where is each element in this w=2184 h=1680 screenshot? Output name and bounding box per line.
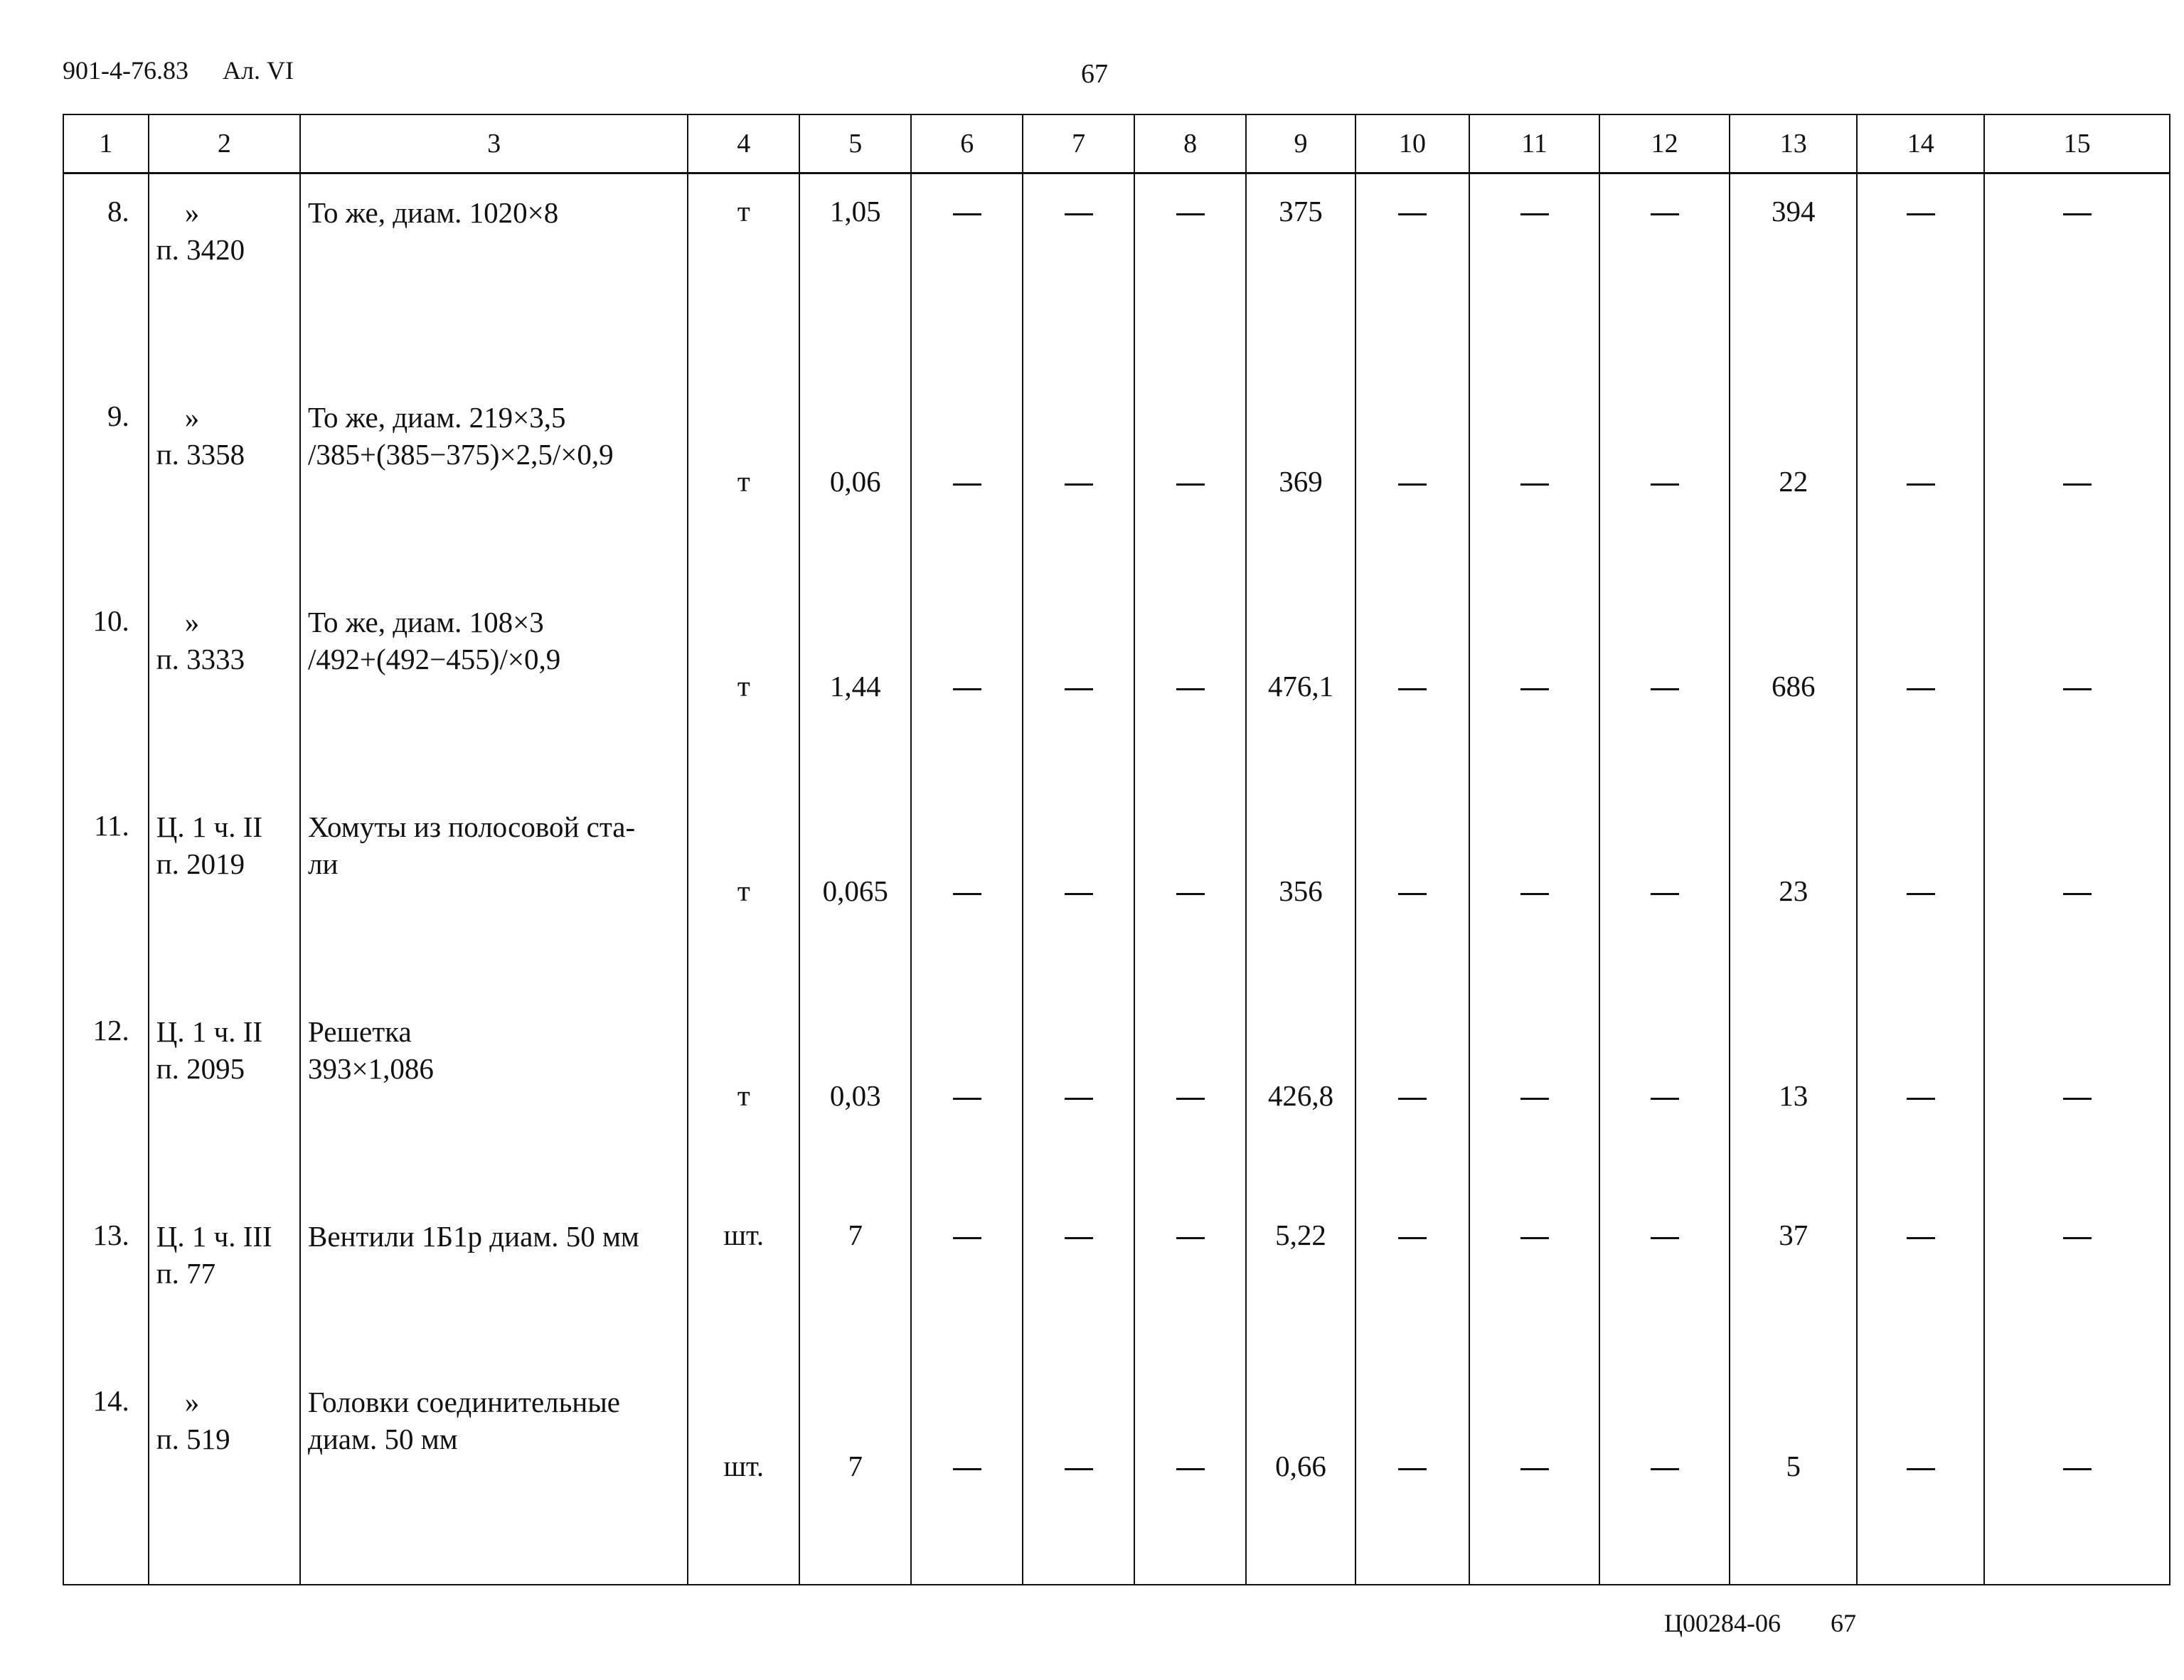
estimate-table: [63, 114, 2170, 1585]
price-cell: 356: [1246, 788, 1355, 993]
empty-cell: [1469, 379, 1599, 584]
price-cell: 375: [1246, 173, 1355, 380]
column-header: 15: [1984, 114, 2170, 173]
dash-mark: [1176, 1468, 1205, 1470]
empty-cell: [1246, 1568, 1355, 1585]
empty-cell: [1984, 1364, 2170, 1568]
dash-mark: [1398, 483, 1427, 486]
table-row: [63, 379, 2170, 584]
dash-mark: [2063, 688, 2092, 690]
empty-cell: [1355, 173, 1469, 380]
column-header: 8: [1134, 114, 1246, 173]
empty-cell: [1984, 173, 2170, 380]
empty-cell: [911, 1568, 1023, 1585]
empty-cell: [1984, 993, 2170, 1198]
dash-mark: [1520, 893, 1549, 895]
column-header: 4: [688, 114, 799, 173]
reference-item: п. 3358: [156, 438, 245, 471]
row-number: 8.: [63, 173, 149, 380]
empty-cell: [1134, 1198, 1246, 1364]
row-number: 10.: [63, 584, 149, 788]
dash-mark: [953, 893, 981, 895]
empty-cell: [1469, 1198, 1599, 1364]
column-header: 1: [63, 114, 149, 173]
empty-cell: [911, 1198, 1023, 1364]
empty-cell: [1469, 584, 1599, 788]
dash-mark: [1176, 213, 1205, 215]
empty-cell: [911, 1364, 1023, 1568]
dash-mark: [2063, 213, 2092, 215]
dash-mark: [1398, 893, 1427, 895]
dash-mark: [2063, 893, 2092, 895]
empty-cell: [1134, 993, 1246, 1198]
dash-mark: [1907, 688, 1935, 690]
quantity-cell: 1,05: [799, 173, 911, 380]
dash-mark: [953, 688, 981, 690]
album-label: Ал. VI: [222, 56, 294, 85]
empty-cell: [1599, 1568, 1730, 1585]
column-header: 6: [911, 114, 1023, 173]
item-name-line: То же, диам. 1020×8: [308, 196, 559, 229]
item-name: [300, 788, 688, 993]
dash-mark: [1065, 1237, 1093, 1239]
item-name: [300, 1364, 688, 1568]
item-name: [300, 993, 688, 1198]
dash-mark: [1651, 213, 1679, 215]
dash-mark: [2063, 1237, 2092, 1239]
page-number-top: 67: [1081, 59, 1108, 89]
ditto-mark: »: [184, 401, 200, 434]
dash-mark: [1065, 893, 1093, 895]
table-row: [63, 173, 2170, 380]
dash-mark: [953, 1237, 981, 1239]
dash-mark: [1176, 688, 1205, 690]
total-cell: 22: [1730, 379, 1857, 584]
dash-mark: [1398, 1098, 1427, 1100]
column-number-row: [63, 114, 2170, 173]
empty-cell: [1469, 993, 1599, 1198]
row-number: 9.: [63, 379, 149, 584]
empty-cell: [1023, 993, 1134, 1198]
dash-mark: [1520, 1237, 1549, 1239]
ditto-mark: »: [184, 1386, 200, 1418]
empty-cell: [1599, 1364, 1730, 1568]
dash-mark: [1520, 688, 1549, 690]
total-cell: 5: [1730, 1364, 1857, 1568]
column-header: 12: [1599, 114, 1730, 173]
item-name-line: Решетка: [308, 1015, 412, 1048]
reference-cell: [149, 788, 300, 993]
empty-cell: [1355, 788, 1469, 993]
empty-cell: [1023, 1364, 1134, 1568]
quantity-cell: 0,03: [799, 993, 911, 1198]
dash-mark: [1398, 213, 1427, 215]
ditto-mark: »: [184, 196, 200, 229]
reference-item: п. 519: [156, 1423, 230, 1455]
dash-mark: [1651, 1468, 1679, 1470]
empty-cell: [1599, 379, 1730, 584]
doc-code: 901-4-76.83: [63, 56, 188, 85]
quantity-cell: 0,065: [799, 788, 911, 993]
item-name-line: То же, диам. 108×3: [308, 606, 544, 638]
row-number: 13.: [63, 1198, 149, 1364]
column-header: 14: [1857, 114, 1984, 173]
total-cell: 686: [1730, 584, 1857, 788]
dash-mark: [2063, 483, 2092, 486]
item-name: [300, 173, 688, 380]
dash-mark: [953, 1098, 981, 1100]
dash-mark: [1176, 1098, 1205, 1100]
dash-mark: [1907, 893, 1935, 895]
dash-mark: [1907, 213, 1935, 215]
dash-mark: [1651, 1098, 1679, 1100]
price-cell: 0,66: [1246, 1364, 1355, 1568]
total-cell: 37: [1730, 1198, 1857, 1364]
empty-cell: [911, 379, 1023, 584]
row-number: 11.: [63, 788, 149, 993]
empty-cell: [1023, 788, 1134, 993]
empty-cell: [911, 173, 1023, 380]
reference-cell: [149, 1364, 300, 1568]
footer-page-number: 67: [1831, 1609, 1856, 1637]
empty-cell: [1134, 173, 1246, 380]
empty-cell: [911, 584, 1023, 788]
unit-cell: т: [688, 788, 799, 993]
empty-cell: [1355, 584, 1469, 788]
empty-cell: [149, 1568, 300, 1585]
item-name-line: ли: [308, 847, 339, 880]
reference-item: п. 2095: [156, 1052, 245, 1085]
dash-mark: [1520, 483, 1549, 486]
empty-cell: [1355, 1568, 1469, 1585]
empty-cell: [1134, 1568, 1246, 1585]
quantity-cell: 7: [799, 1364, 911, 1568]
empty-cell: [300, 1568, 688, 1585]
dash-mark: [1065, 1098, 1093, 1100]
price-cell: 5,22: [1246, 1198, 1355, 1364]
empty-cell: [63, 1568, 149, 1585]
empty-cell: [1857, 1568, 1984, 1585]
empty-cell: [1469, 788, 1599, 993]
total-cell: 394: [1730, 173, 1857, 380]
unit-cell: т: [688, 584, 799, 788]
dash-mark: [1651, 893, 1679, 895]
empty-cell: [1599, 584, 1730, 788]
quantity-cell: 0,06: [799, 379, 911, 584]
dash-mark: [953, 1468, 981, 1470]
reference-source: Ц. 1 ч. III: [156, 1220, 272, 1253]
empty-cell: [1984, 1568, 2170, 1585]
column-header: 13: [1730, 114, 1857, 173]
ditto-mark: »: [184, 606, 200, 638]
empty-cell: [911, 993, 1023, 1198]
footer-code: Ц00284-06: [1664, 1609, 1781, 1637]
total-cell: 23: [1730, 788, 1857, 993]
dash-mark: [1176, 893, 1205, 895]
empty-cell: [1599, 173, 1730, 380]
column-header: 10: [1355, 114, 1469, 173]
table-row: [63, 1198, 2170, 1364]
footer: [1664, 1608, 1906, 1638]
price-cell: 369: [1246, 379, 1355, 584]
dash-mark: [1651, 688, 1679, 690]
empty-cell: [1355, 1364, 1469, 1568]
item-name: [300, 584, 688, 788]
quantity-cell: 1,44: [799, 584, 911, 788]
reference-source: Ц. 1 ч. II: [156, 810, 263, 843]
empty-cell: [1857, 993, 1984, 1198]
column-header: 11: [1469, 114, 1599, 173]
unit-cell: т: [688, 173, 799, 380]
dash-mark: [1176, 1237, 1205, 1239]
empty-cell: [1857, 173, 1984, 380]
reference-cell: [149, 379, 300, 584]
empty-cell: [1355, 993, 1469, 1198]
unit-cell: шт.: [688, 1364, 799, 1568]
dash-mark: [1520, 1098, 1549, 1100]
empty-cell: [911, 788, 1023, 993]
item-name-line: То же, диам. 219×3,5: [308, 401, 566, 434]
dash-mark: [1907, 1098, 1935, 1100]
dash-mark: [1398, 1468, 1427, 1470]
empty-cell: [1134, 788, 1246, 993]
empty-cell: [1134, 584, 1246, 788]
empty-cell: [1857, 1364, 1984, 1568]
dash-mark: [2063, 1468, 2092, 1470]
empty-cell: [1857, 379, 1984, 584]
unit-cell: т: [688, 993, 799, 1198]
item-name-line: Хомуты из полосовой ста-: [308, 810, 636, 843]
empty-cell: [1469, 1364, 1599, 1568]
dash-mark: [1907, 1237, 1935, 1239]
dash-mark: [1651, 483, 1679, 486]
item-name-line: диам. 50 мм: [308, 1423, 458, 1455]
dash-mark: [1065, 213, 1093, 215]
column-header: 9: [1246, 114, 1355, 173]
document-code: [63, 55, 328, 85]
empty-cell: [1984, 788, 2170, 993]
empty-cell: [1134, 379, 1246, 584]
empty-cell: [799, 1568, 911, 1585]
reference-item: п. 3420: [156, 233, 245, 266]
dash-mark: [1907, 483, 1935, 486]
reference-source: Ц. 1 ч. II: [156, 1015, 263, 1048]
table-row: [63, 993, 2170, 1198]
row-number: 12.: [63, 993, 149, 1198]
dash-mark: [2063, 1098, 2092, 1100]
item-name-line: 393×1,086: [308, 1052, 434, 1085]
empty-cell: [1469, 173, 1599, 380]
empty-cell: [1857, 584, 1984, 788]
column-header: 3: [300, 114, 688, 173]
column-header: 2: [149, 114, 300, 173]
empty-cell: [1355, 379, 1469, 584]
empty-cell: [1730, 1568, 1857, 1585]
empty-cell: [1134, 1364, 1246, 1568]
empty-cell: [1355, 1198, 1469, 1364]
price-cell: 426,8: [1246, 993, 1355, 1198]
dash-mark: [1065, 688, 1093, 690]
empty-cell: [688, 1568, 799, 1585]
total-cell: 13: [1730, 993, 1857, 1198]
table-row: [63, 788, 2170, 993]
reference-cell: [149, 173, 300, 380]
dash-mark: [953, 213, 981, 215]
empty-cell: [1469, 1568, 1599, 1585]
item-name: [300, 1198, 688, 1364]
dash-mark: [1398, 688, 1427, 690]
empty-cell: [1599, 1198, 1730, 1364]
empty-cell: [1023, 1198, 1134, 1364]
quantity-cell: 7: [799, 1198, 911, 1364]
unit-cell: т: [688, 379, 799, 584]
dash-mark: [1398, 1237, 1427, 1239]
row-number: 14.: [63, 1364, 149, 1568]
column-header: 5: [799, 114, 911, 173]
column-header: 7: [1023, 114, 1134, 173]
dash-mark: [1520, 1468, 1549, 1470]
item-name-line: Вентили 1Б1р диам. 50 мм: [308, 1220, 639, 1253]
reference-cell: [149, 1198, 300, 1364]
table-row: [63, 1364, 2170, 1568]
reference-cell: [149, 993, 300, 1198]
table-row: [63, 584, 2170, 788]
item-name-line: /385+(385−375)×2,5/×0,9: [308, 438, 614, 471]
item-name: [300, 379, 688, 584]
dash-mark: [1651, 1237, 1679, 1239]
empty-cell: [1023, 173, 1134, 380]
item-name-line: /492+(492−455)/×0,9: [308, 643, 561, 675]
empty-cell: [1599, 788, 1730, 993]
dash-mark: [953, 483, 981, 486]
empty-cell: [1984, 379, 2170, 584]
reference-item: п. 3333: [156, 643, 245, 675]
dash-mark: [1065, 1468, 1093, 1470]
empty-cell: [1023, 379, 1134, 584]
dash-mark: [1065, 483, 1093, 486]
dash-mark: [1907, 1468, 1935, 1470]
empty-cell: [1023, 1568, 1134, 1585]
item-name-line: Головки соединительные: [308, 1386, 620, 1418]
unit-cell: шт.: [688, 1198, 799, 1364]
price-cell: 476,1: [1246, 584, 1355, 788]
table-filler-row: [63, 1568, 2170, 1585]
empty-cell: [1857, 788, 1984, 993]
empty-cell: [1984, 1198, 2170, 1364]
empty-cell: [1857, 1198, 1984, 1364]
dash-mark: [1520, 213, 1549, 215]
empty-cell: [1023, 584, 1134, 788]
empty-cell: [1599, 993, 1730, 1198]
reference-cell: [149, 584, 300, 788]
reference-item: п. 77: [156, 1257, 216, 1290]
reference-item: п. 2019: [156, 847, 245, 880]
empty-cell: [1984, 584, 2170, 788]
dash-mark: [1176, 483, 1205, 486]
